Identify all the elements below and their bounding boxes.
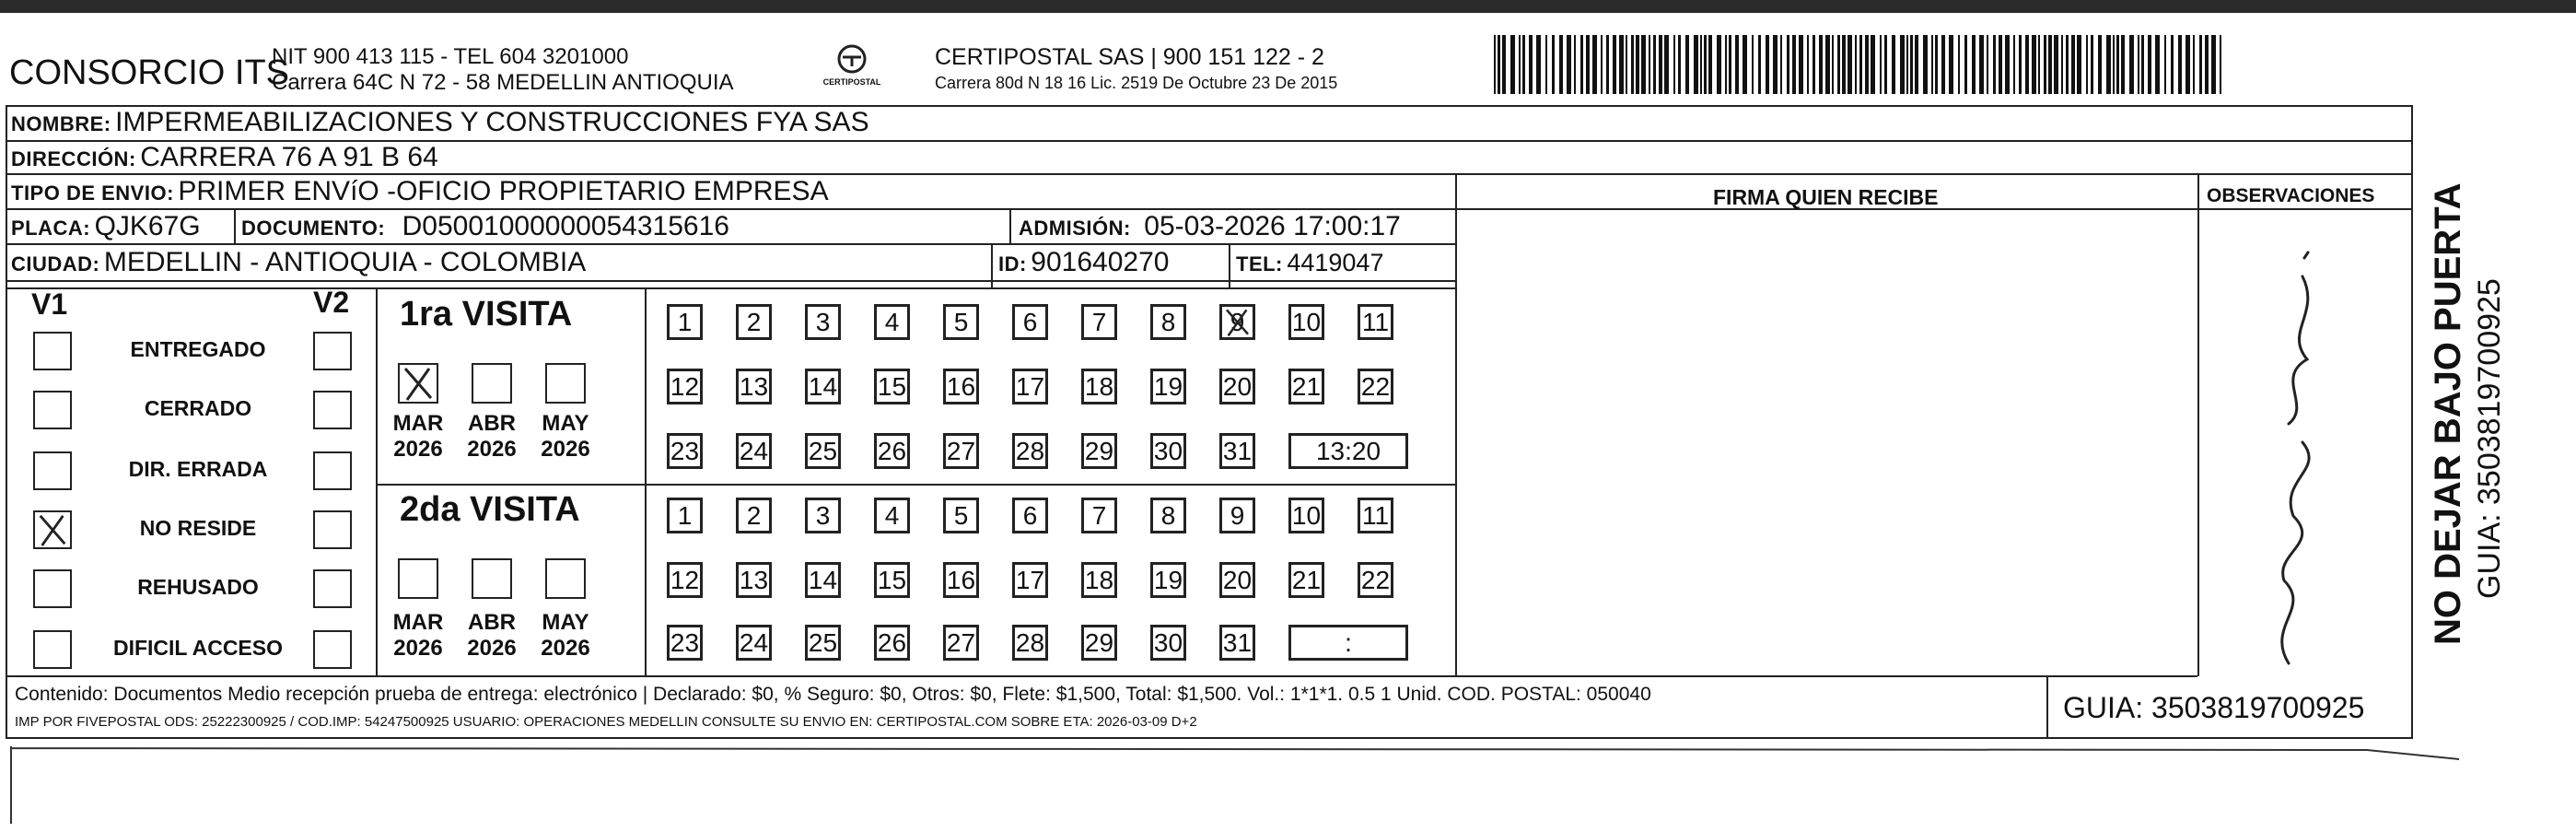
ciudad-row: CIUDAD: MEDELLIN - ANTIOQUIA - COLOMBIA bbox=[11, 247, 587, 277]
day-cell[interactable]: 25 bbox=[805, 625, 841, 661]
day-cell[interactable]: 6 bbox=[1012, 304, 1048, 340]
documento-value: D05001000000054315616 bbox=[402, 211, 729, 241]
company-name: CONSORCIO ITS bbox=[9, 53, 290, 92]
torn-bottom-edge bbox=[9, 743, 2496, 827]
direccion-value: CARRERA 76 A 91 B 64 bbox=[140, 142, 438, 172]
day-cell[interactable]: 20 bbox=[1219, 562, 1255, 598]
month-label: MAY 2026 bbox=[541, 411, 590, 462]
v1-checkbox[interactable] bbox=[33, 510, 72, 549]
v1-checkbox[interactable] bbox=[33, 630, 72, 669]
day-cell[interactable]: 21 bbox=[1288, 369, 1324, 404]
day-cell[interactable]: 7 bbox=[1081, 304, 1117, 340]
day-cell[interactable]: 26 bbox=[874, 625, 910, 661]
v1-checkbox[interactable] bbox=[33, 391, 72, 429]
day-cell[interactable]: 3 bbox=[805, 498, 841, 533]
month-checkbox[interactable] bbox=[545, 363, 586, 404]
day-cell[interactable]: 30 bbox=[1150, 433, 1186, 469]
v2-checkbox[interactable] bbox=[313, 569, 352, 608]
month-label: ABR 2026 bbox=[467, 411, 517, 462]
company-nit: NIT 900 413 115 - TEL 604 3201000 bbox=[272, 44, 629, 69]
day-cell[interactable]: 27 bbox=[943, 625, 979, 661]
day-cell[interactable]: 18 bbox=[1081, 562, 1117, 598]
status-option-label: CERRADO bbox=[144, 396, 252, 420]
v1-label: V1 bbox=[31, 287, 68, 321]
day-cell[interactable]: 15 bbox=[874, 562, 910, 598]
tel-value: 4419047 bbox=[1287, 249, 1384, 276]
day-cell[interactable]: 8 bbox=[1150, 498, 1186, 533]
day-cell[interactable]: 4 bbox=[874, 498, 910, 533]
v1-checkbox[interactable] bbox=[33, 332, 72, 370]
v2-checkbox[interactable] bbox=[313, 510, 352, 549]
day-cell[interactable]: 23 bbox=[667, 625, 703, 661]
time-field[interactable]: 13:20 bbox=[1288, 433, 1408, 469]
placa-value: QJK67G bbox=[94, 211, 201, 241]
day-cell[interactable]: 14 bbox=[805, 369, 841, 404]
day-cell[interactable]: 12 bbox=[667, 562, 703, 598]
firma-header: FIRMA QUIEN RECIBE bbox=[1713, 185, 1939, 209]
day-cell[interactable]: 19 bbox=[1150, 369, 1186, 404]
day-cell[interactable]: 2 bbox=[736, 304, 772, 340]
tipo-row: TIPO DE ENVIO: PRIMER ENVíO -OFICIO PROPIETARIO EMPRESA bbox=[11, 176, 829, 206]
carrier-address: Carrera 80d N 18 16 Lic. 2519 De Octubre 23 De 2015 bbox=[935, 74, 1338, 92]
day-cell[interactable]: 17 bbox=[1012, 369, 1048, 404]
day-cell[interactable]: 6 bbox=[1012, 498, 1048, 533]
documento-row: DOCUMENTO: D05001000000054315616 bbox=[241, 211, 729, 241]
day-cell[interactable]: 18 bbox=[1081, 369, 1117, 404]
v1-checkbox[interactable] bbox=[33, 451, 72, 490]
day-cell[interactable]: 10 bbox=[1288, 498, 1324, 533]
day-cell[interactable]: 2 bbox=[736, 498, 772, 533]
second-visit-title: 2da VISITA bbox=[400, 490, 580, 529]
day-cell[interactable]: 19 bbox=[1150, 562, 1186, 598]
month-label: MAY 2026 bbox=[541, 610, 590, 661]
day-cell[interactable]: 24 bbox=[736, 625, 772, 661]
day-cell[interactable]: 13 bbox=[736, 369, 772, 404]
footer-guia: GUIA: 3503819700925 bbox=[2063, 691, 2365, 724]
tel-row: TEL: 4419047 bbox=[1236, 249, 1384, 276]
v2-label: V2 bbox=[313, 286, 350, 319]
day-cell[interactable]: 20 bbox=[1219, 369, 1255, 404]
month-label: ABR 2026 bbox=[467, 610, 517, 661]
day-cell[interactable]: 30 bbox=[1150, 625, 1186, 661]
status-option-label: DIR. ERRADA bbox=[128, 457, 268, 481]
day-cell[interactable]: 11 bbox=[1358, 498, 1393, 533]
direccion-row: DIRECCIÓN: CARRERA 76 A 91 B 64 bbox=[11, 142, 438, 172]
day-cell[interactable]: 3 bbox=[805, 304, 841, 340]
month-checkbox[interactable] bbox=[398, 363, 438, 404]
admision-value: 05-03-2026 17:00:17 bbox=[1144, 211, 1401, 241]
day-cell[interactable]: 13 bbox=[736, 562, 772, 598]
day-cell[interactable]: 25 bbox=[805, 433, 841, 469]
handwritten-signature bbox=[2201, 240, 2409, 673]
month-label: MAR 2026 bbox=[392, 610, 444, 661]
observaciones-header: OBSERVACIONES bbox=[2207, 185, 2375, 206]
day-cell[interactable]: 16 bbox=[943, 369, 979, 404]
day-cell[interactable]: 26 bbox=[874, 433, 910, 469]
month-checkbox[interactable] bbox=[398, 558, 438, 599]
month-checkbox[interactable] bbox=[545, 558, 586, 599]
day-cell[interactable]: 5 bbox=[943, 304, 979, 340]
day-cell[interactable]: 4 bbox=[874, 304, 910, 340]
nombre-row: NOMBRE: IMPERMEABILIZACIONES Y CONSTRUCCIONES FYA SAS bbox=[11, 107, 869, 137]
day-cell[interactable]: 16 bbox=[943, 562, 979, 598]
admision-row: ADMISIÓN: 05-03-2026 17:00:17 bbox=[1019, 211, 1401, 241]
carrier-line: CERTIPOSTAL SAS | 900 151 122 - 2 bbox=[935, 44, 1324, 70]
v2-checkbox[interactable] bbox=[313, 451, 352, 490]
status-option-label: NO RESIDE bbox=[139, 516, 257, 540]
v2-checkbox[interactable] bbox=[313, 391, 352, 429]
placa-row: PLACA: QJK67G bbox=[11, 211, 201, 241]
tipo-value: PRIMER ENVíO -OFICIO PROPIETARIO EMPRESA bbox=[178, 176, 829, 206]
day-cell[interactable]: 14 bbox=[805, 562, 841, 598]
day-cell[interactable]: 15 bbox=[874, 369, 910, 404]
logo-text: CERTIPOSTAL bbox=[822, 77, 881, 87]
day-cell[interactable]: 23 bbox=[667, 433, 703, 469]
day-cell[interactable]: 22 bbox=[1358, 369, 1393, 404]
day-cell[interactable]: 27 bbox=[943, 433, 979, 469]
month-checkbox[interactable] bbox=[472, 558, 512, 599]
day-cell[interactable]: 31 bbox=[1219, 433, 1255, 469]
day-cell[interactable]: 11 bbox=[1358, 304, 1393, 340]
status-option-label: DIFICIL ACCESO bbox=[112, 636, 283, 660]
ciudad-value: MEDELLIN - ANTIOQUIA - COLOMBIA bbox=[103, 247, 587, 277]
day-cell[interactable]: 1 bbox=[667, 304, 703, 340]
day-cell[interactable]: 24 bbox=[736, 433, 772, 469]
day-cell[interactable]: 31 bbox=[1219, 625, 1255, 661]
top-edge-bar bbox=[0, 0, 2576, 13]
day-cell[interactable]: 29 bbox=[1081, 625, 1117, 661]
status-option-label: REHUSADO bbox=[137, 575, 259, 599]
id-row: ID: 901640270 bbox=[998, 247, 1170, 277]
v2-checkbox[interactable] bbox=[313, 332, 352, 370]
day-cell[interactable]: 17 bbox=[1012, 562, 1048, 598]
barcode bbox=[1492, 35, 2229, 94]
day-cell[interactable]: 29 bbox=[1081, 433, 1117, 469]
day-cell[interactable]: 9 bbox=[1219, 304, 1255, 340]
month-label: MAR 2026 bbox=[392, 411, 444, 462]
company-address: Carrera 64C N 72 - 58 MEDELLIN ANTIOQUIA bbox=[272, 70, 734, 95]
month-checkbox[interactable] bbox=[472, 363, 512, 404]
time-field[interactable]: : bbox=[1288, 625, 1408, 661]
carrier-logo bbox=[815, 42, 889, 94]
footer-imp: IMP POR FIVEPOSTAL ODS: 25222300925 / COD.IMP: 54247500925 USUARIO: OPERACIONES MEDELLIN CONSULTE SU ENVIO EN: CERTIPOSTAL.COM SOBRE ETA: 2026-03-09 D+2 bbox=[15, 714, 1197, 730]
day-cell[interactable]: 7 bbox=[1081, 498, 1117, 533]
footer-contenido: Contenido: Documentos Medio recepción prueba de entrega: electrónico | Declarado: $0, % Seguro: $0, Otros: $0, Flete: $1,500, Total: $1,500. Vol.: 1*1*1. 0.5 1 Unid. COD. POSTAL: 050040 bbox=[15, 684, 1651, 705]
day-cell[interactable]: 8 bbox=[1150, 304, 1186, 340]
day-cell[interactable]: 28 bbox=[1012, 433, 1048, 469]
id-value: 901640270 bbox=[1031, 247, 1170, 277]
day-cell[interactable]: 21 bbox=[1288, 562, 1324, 598]
nombre-value: IMPERMEABILIZACIONES Y CONSTRUCCIONES FYA SAS bbox=[115, 107, 869, 137]
status-option-label: ENTREGADO bbox=[130, 337, 266, 361]
v2-checkbox[interactable] bbox=[313, 630, 352, 669]
day-cell[interactable]: 12 bbox=[667, 369, 703, 404]
day-cell[interactable]: 9 bbox=[1219, 498, 1255, 533]
day-cell[interactable]: 22 bbox=[1358, 562, 1393, 598]
side-warning: NO DEJAR BAJO PUERTA bbox=[2428, 182, 2468, 645]
day-cell[interactable]: 5 bbox=[943, 498, 979, 533]
day-cell[interactable]: 1 bbox=[667, 498, 703, 533]
day-cell[interactable]: 10 bbox=[1288, 304, 1324, 340]
v1-checkbox[interactable] bbox=[33, 569, 72, 608]
day-cell[interactable]: 28 bbox=[1012, 625, 1048, 661]
first-visit-title: 1ra VISITA bbox=[400, 295, 573, 334]
side-guia: GUIA: 3503819700925 bbox=[2472, 278, 2507, 599]
